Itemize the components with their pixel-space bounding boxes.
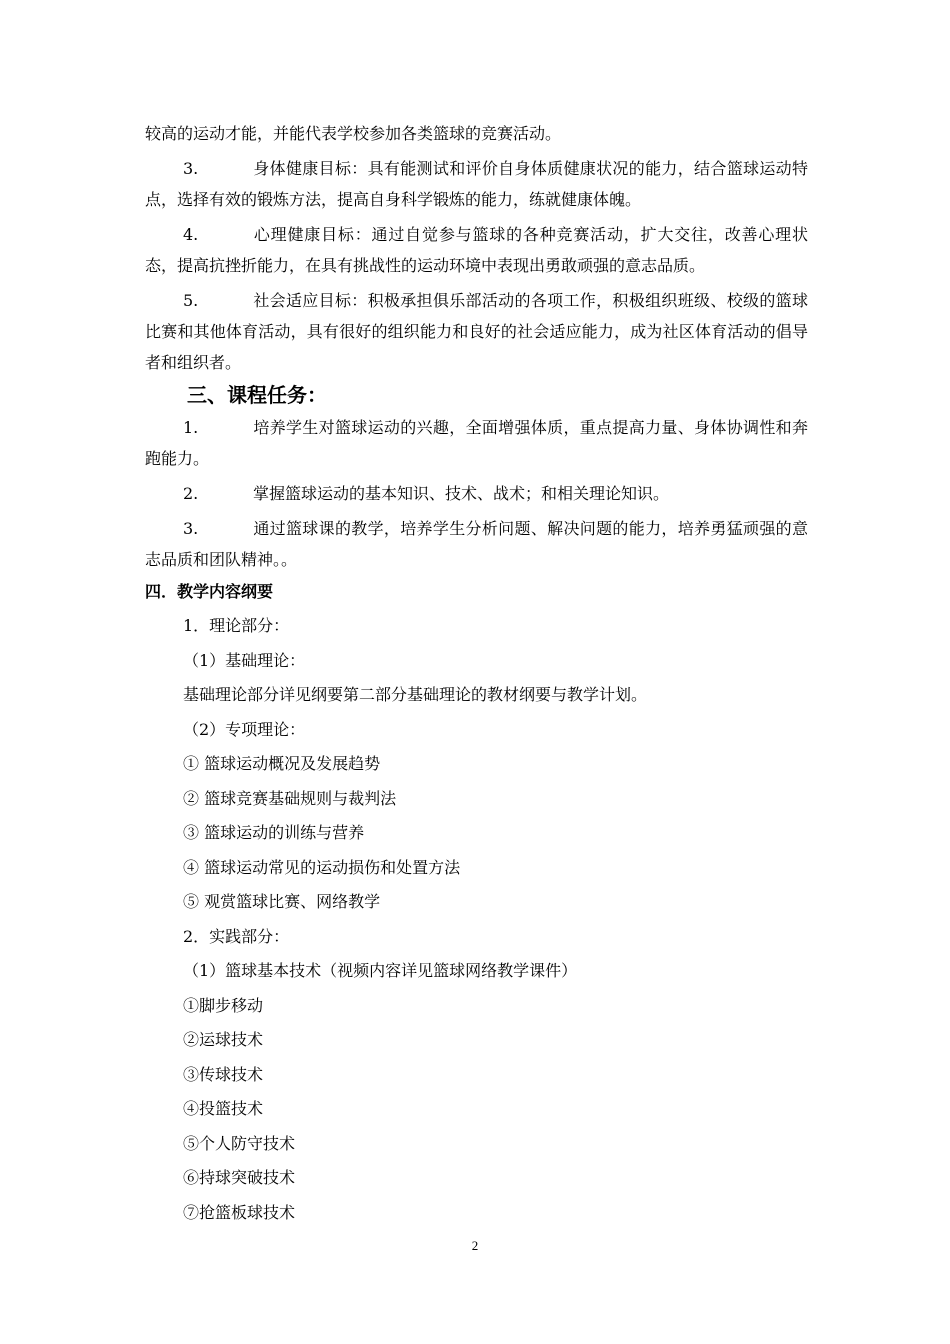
task-3-number: 3. xyxy=(183,519,199,538)
skill-item: ⑤个人防守技术 xyxy=(183,1133,296,1153)
goal-3 xyxy=(145,153,808,215)
special-theory-item: ③ 篮球运动的训练与营养 xyxy=(183,823,365,842)
task-2-text: 掌握篮球运动的基本知识、技术、战术；和相关理论知识。 xyxy=(253,484,670,503)
section-3-heading: 三、课程任务： xyxy=(187,383,327,407)
special-theory-item: ⑤ 观赏篮球比赛、网络教学 xyxy=(183,892,381,911)
page-number: 2 xyxy=(471,1238,479,1253)
goal-4-text: 心理健康目标：通过自觉参与篮球的各种竞赛活动，扩大交往，改善心理状态，提高抗挫折能力，在具有挑战性的运动环境中表现出勇敢顽强的意志品质。 xyxy=(145,225,808,275)
skill-item: ⑥持球突破技术 xyxy=(183,1168,296,1187)
basic-theory-heading: （1）基础理论： xyxy=(183,650,306,670)
special-theory-item: ④ 篮球运动常见的运动损伤和处置方法 xyxy=(183,857,461,877)
special-theory-item: ② 篮球竞赛基础规则与裁判法 xyxy=(183,788,397,808)
paragraph-continued: 较高的运动才能，并能代表学校参加各类篮球的竞赛活动。 xyxy=(145,124,562,143)
goal-4-number: 4. xyxy=(183,225,199,244)
special-theory-item: ① 篮球运动概况及发展趋势 xyxy=(183,754,381,773)
goal-3-number: 3. xyxy=(183,159,199,178)
theory-heading: 1．理论部分： xyxy=(183,616,290,635)
practice-heading: 2．实践部分： xyxy=(183,926,290,946)
skill-item: ⑦抢篮板球技术 xyxy=(183,1202,296,1222)
special-theory-heading: （2）专项理论： xyxy=(183,719,306,739)
goal-5 xyxy=(145,285,808,378)
task-1 xyxy=(145,412,808,474)
section-4-heading: 四．教学内容纲要 xyxy=(145,582,274,601)
document-page xyxy=(145,118,808,1230)
goal-5-text: 社会适应目标：积极承担俱乐部活动的各项工作，积极组织班级、校级的篮球比赛和其他体育活动，具有很好的组织能力和良好的社会适应能力，成为社区体育活动的倡导者和组织者。 xyxy=(145,291,808,372)
basic-skill-heading: （1）篮球基本技术（视频内容详见篮球网络教学课件） xyxy=(183,961,578,980)
goal-3-text: 身体健康目标：具有能测试和评价自身体质健康状况的能力，结合篮球运动特点，选择有效的锻炼方法，提高自身科学锻炼的能力，练就健康体魄。 xyxy=(145,159,808,209)
goal-4 xyxy=(145,219,808,281)
task-1-number: 1. xyxy=(183,418,199,437)
task-2-number: 2. xyxy=(183,484,199,503)
task-1-text: 培养学生对篮球运动的兴趣，全面增强体质，重点提高力量、身体协调性和奔跑能力。 xyxy=(145,418,808,468)
goal-5-number: 5. xyxy=(183,291,199,310)
basic-theory-text: 基础理论部分详见纲要第二部分基础理论的教材纲要与教学计划。 xyxy=(183,685,648,704)
skill-item: ④投篮技术 xyxy=(183,1099,264,1118)
task-3-text: 通过篮球课的教学，培养学生分析问题、解决问题的能力，培养勇猛顽强的意志品质和团队精神。。 xyxy=(145,519,808,569)
skill-item: ①脚步移动 xyxy=(183,995,264,1015)
skill-item: ②运球技术 xyxy=(183,1030,264,1049)
task-2 xyxy=(145,478,808,509)
skill-item: ③传球技术 xyxy=(183,1064,264,1084)
task-3 xyxy=(145,513,808,575)
